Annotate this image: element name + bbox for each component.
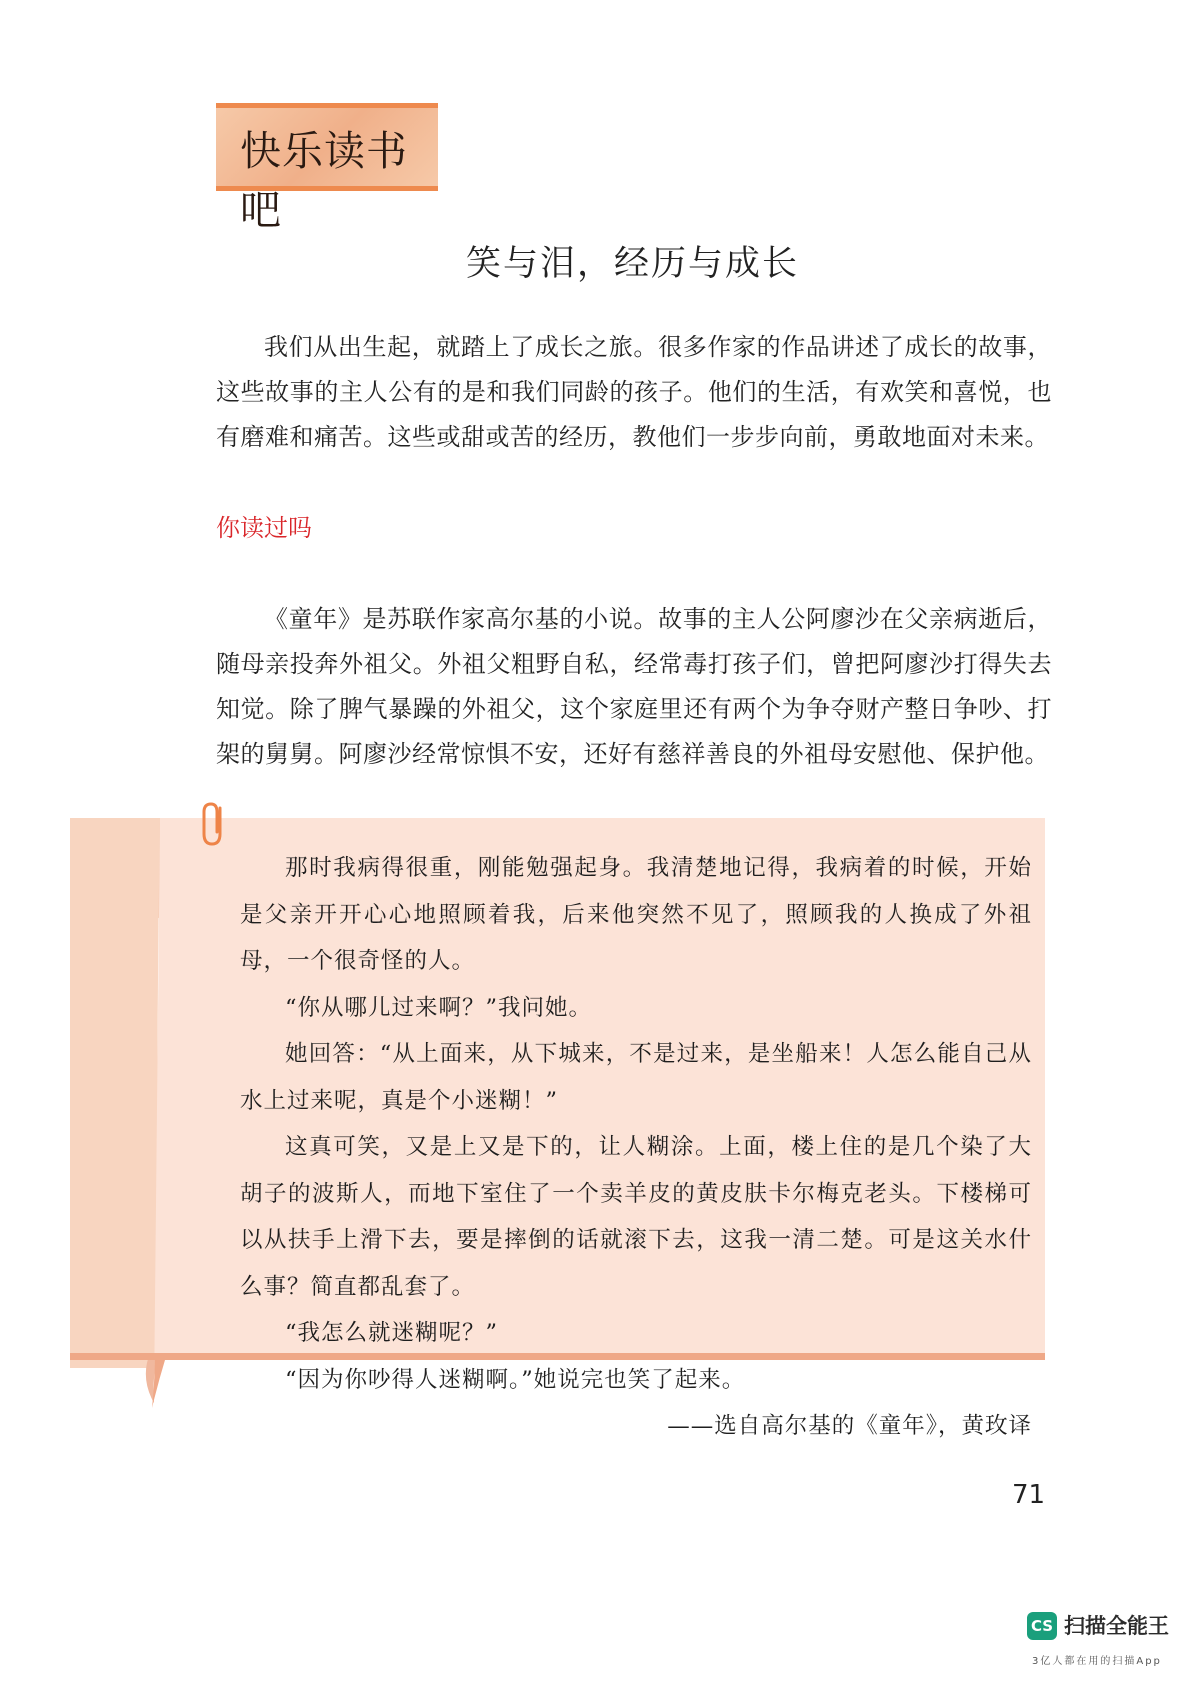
section-tag bbox=[216, 103, 438, 234]
page-number: 71 bbox=[1012, 1480, 1046, 1510]
watermark-tagline: 3亿人都在用的扫描App bbox=[1032, 1656, 1162, 1667]
excerpt-paragraph: “我怎么就迷糊呢？” bbox=[285, 1320, 499, 1346]
excerpt-paragraph: “你从哪儿过来啊？”我问她。 bbox=[285, 994, 593, 1021]
excerpt-paragraph: 那时我病得很重，刚能勉强起身。我清楚地记得，我病着的时候，开始是父亲开开心心地照顾着我，后来他突然不见了，照顾我的人换成了外祖母，一个很奇怪的人。 bbox=[240, 855, 1032, 974]
watermark-name: 扫描全能王 bbox=[1064, 1614, 1169, 1638]
excerpt-paragraph: “因为你吵得人迷糊啊。”她说完也笑了起来。 bbox=[285, 1366, 746, 1393]
excerpt-source: ——选自高尔基的《童年》，黄玫译 bbox=[667, 1413, 1032, 1439]
page-title: 笑与泪，经历与成长 bbox=[465, 244, 799, 284]
intro-paragraph: 我们从出生起，就踏上了成长之旅。很多作家的作品讲述了成长的故事，这些故事的主人公有的是和我们同龄的孩子。他们的生活，有欢笑和喜悦，也有磨难和痛苦。这些或甜或苦的经历，教他们一步步向前，勇敢地面对未来。 bbox=[216, 333, 1052, 451]
paperclip-icon bbox=[200, 800, 230, 854]
book-intro-paragraph: 《童年》是苏联作家高尔基的小说。故事的主人公阿廖沙在父亲病逝后，随母亲投奔外祖父。外祖父粗野自私，经常毒打孩子们，曾把阿廖沙打得失去知觉。除了脾气暴躁的外祖父，这个家庭里还有两个为争夺财产整日争吵、打架的舅舅。阿廖沙经常惊惧不安，还好有慈祥善良的外祖母安慰他、保护他。 bbox=[216, 605, 1052, 768]
scanner-logo: CS bbox=[1027, 1612, 1057, 1640]
subheading: 你读过吗 bbox=[216, 514, 312, 542]
excerpt-text bbox=[240, 845, 1032, 1450]
excerpt-paragraph: 她回答：“从上面来，从下城来，不是过来，是坐船来！人怎么能自己从水上过来呢，真是个小迷糊！” bbox=[240, 1041, 1032, 1114]
section-tag-label: 快乐读书吧 bbox=[240, 127, 408, 234]
excerpt-paragraph: 这真可笑，又是上又是下的，让人糊涂。上面，楼上住的是几个染了大胡子的波斯人，而地下室住了一个卖羊皮的黄皮肤卡尔梅克老头。下楼梯可以从扶手上滑下去，要是摔倒的话就滚下去，这我一清二楚。可是这关水什么事？简直都乱套了。 bbox=[240, 1134, 1032, 1300]
